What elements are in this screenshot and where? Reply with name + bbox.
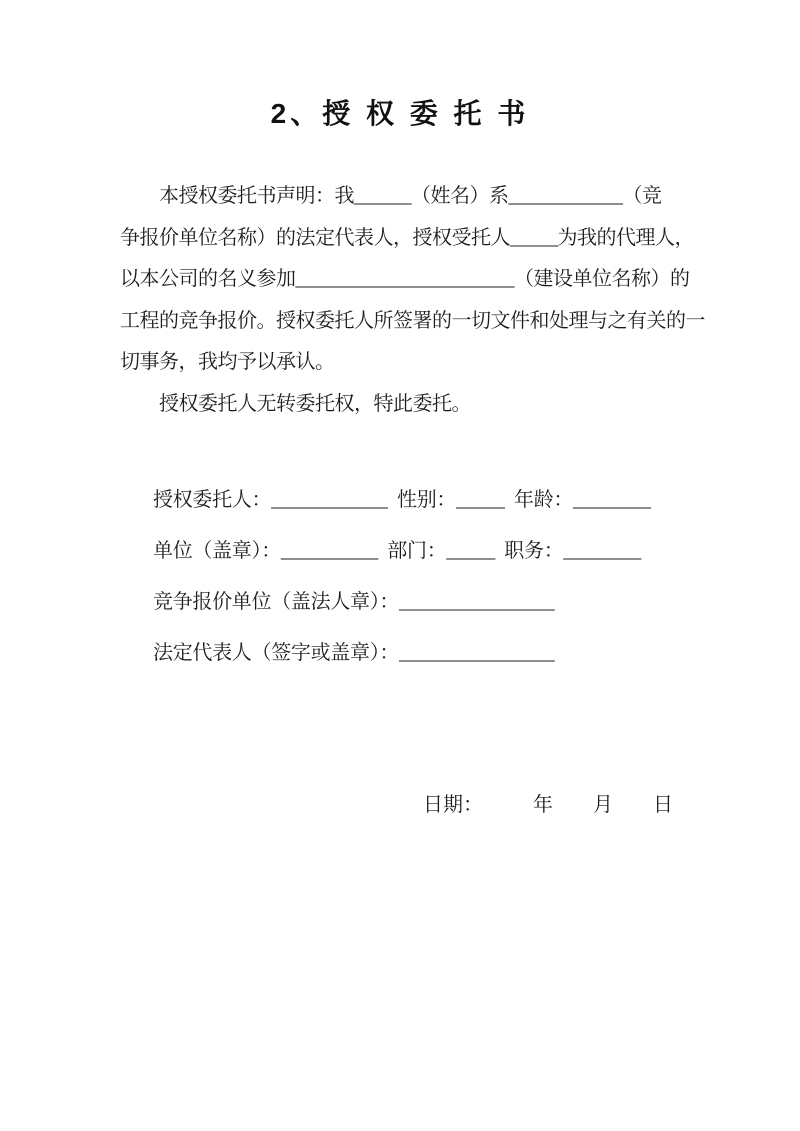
form-line-unit: 单位（盖章）：__________ 部门：_____ 职务：________ [153,540,642,562]
form-line-principal: 授权委托人：____________ 性别：_____ 年龄：________ [153,489,651,511]
signature-form [153,475,713,679]
paragraph-line: 切事务，我均予以承认。 [120,351,335,373]
date-line: 日期： 年 月 日 [423,794,673,816]
paragraph-line: 以本公司的名义参加_______________________（建设单位名称）的 [120,268,690,290]
form-line-legal-representative: 法定代表人（签字或盖章）：________________ [153,642,555,664]
document-title: 2、授 权 委 托 书 [270,98,530,129]
form-line-bidder-unit: 竞争报价单位（盖法人章）：________________ [153,591,555,613]
paragraph-line: 本授权委托书声明：我______（姓名）系____________（竞 [120,185,662,207]
declaration-paragraph [120,176,708,425]
paragraph-line: 工程的竞争报价。授权委托人所签署的一切文件和处理与之有关的一 [120,309,705,332]
paragraph-line: 争报价单位名称）的法定代表人，授权受托人_____为我的代理人， [120,226,694,249]
paragraph-line-no-sub-delegation: 授权委托人无转委托权，特此委托。 [120,392,471,415]
